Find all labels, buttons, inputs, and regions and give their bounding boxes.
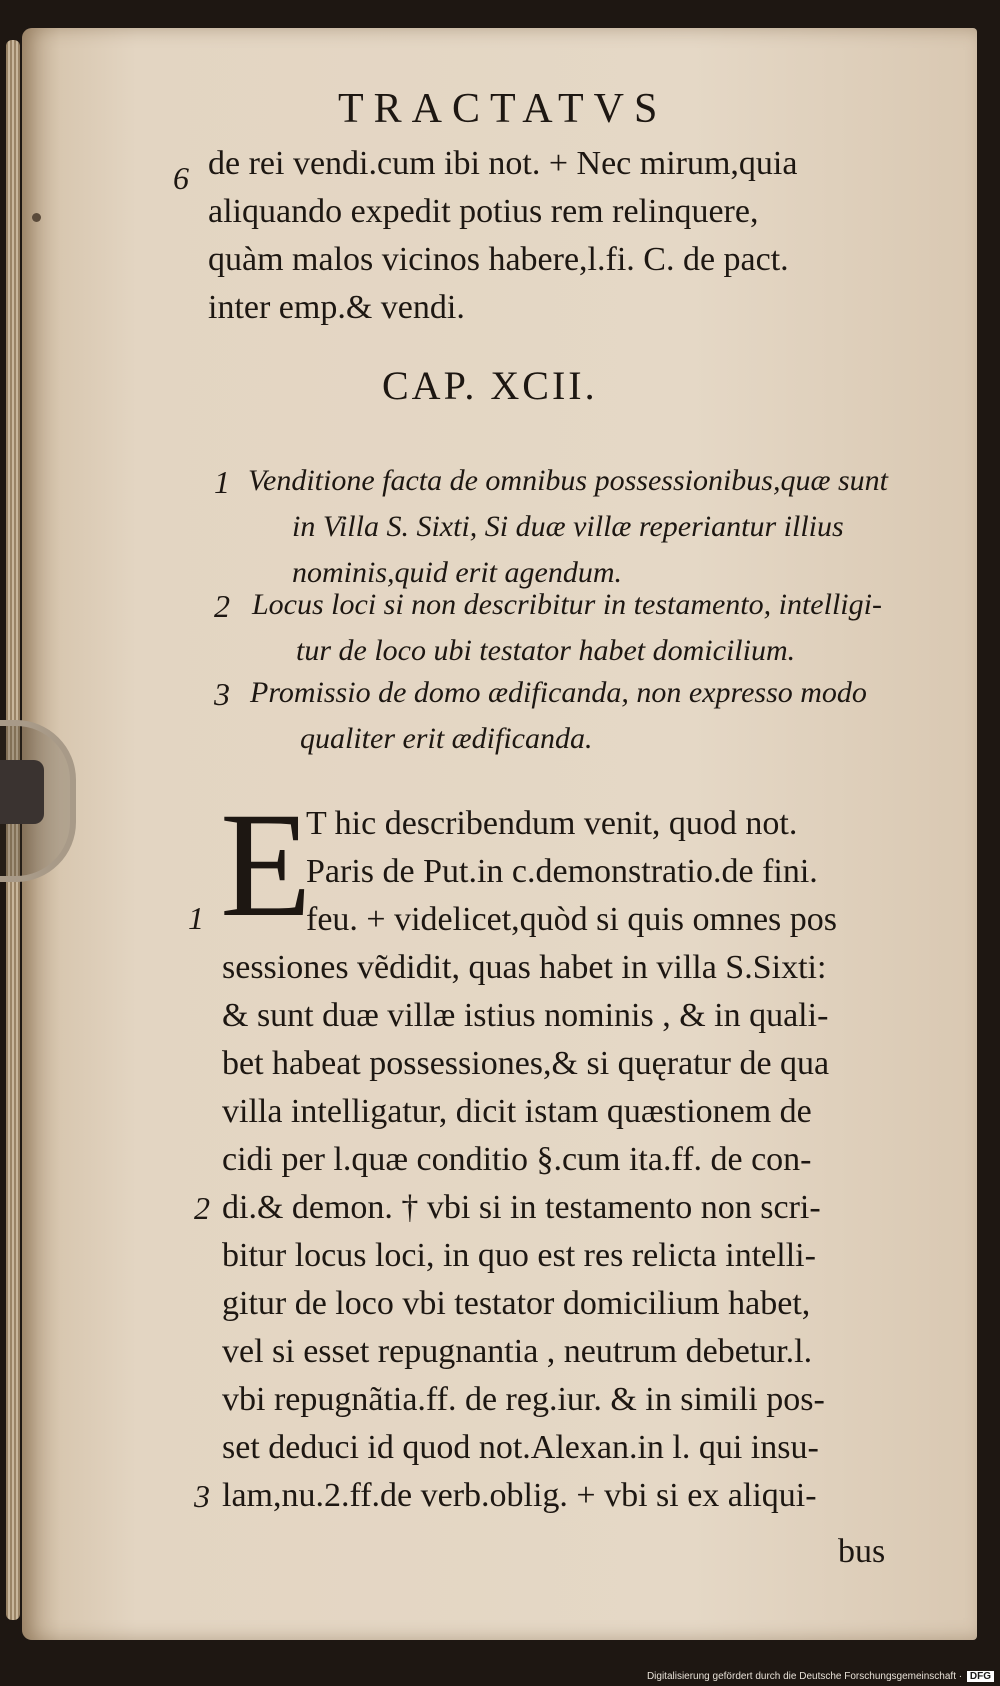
margin-dot	[32, 213, 41, 222]
drop-cap-letter: E	[220, 782, 312, 948]
top-line-4: inter emp.& vendi.	[208, 289, 465, 326]
main-line-8: cidi per l.quæ conditio §.cum ita.ff. de con-	[222, 1141, 812, 1178]
catchword: bus	[838, 1533, 886, 1570]
main-line-3: feu. + videlicet,quòd si quis omnes pos	[306, 901, 838, 938]
main-line-14: set deduci id quod not.Alexan.in l. qui insu-	[222, 1429, 819, 1466]
main-margin-number-3: 3	[194, 1478, 210, 1514]
summary-number-3: 3	[214, 676, 230, 712]
main-line-9: di.& demon. † vbi si in testamento non scri-	[222, 1189, 821, 1226]
main-line-7: villa intelligatur, dicit istam quæstionem de	[222, 1093, 812, 1130]
summary-3-line-1: Promissio de domo ædificanda, non expresso modo	[250, 676, 867, 709]
main-line-2: Paris de Put.in c.demonstratio.de fini.	[306, 853, 818, 890]
summary-number-1: 1	[214, 464, 230, 500]
main-margin-number-2: 2	[194, 1190, 210, 1226]
main-line-11: gitur de loco vbi testator domicilium habet,	[222, 1285, 811, 1322]
top-line-1: de rei vendi.cum ibi not. + Nec mirum,quia	[208, 145, 798, 182]
summary-2-line-1: Locus loci si non describitur in testamento, intelligi-	[252, 588, 882, 621]
summary-1-line-3: nominis,quid erit agendum.	[292, 556, 622, 589]
top-line-3: quàm malos vicinos habere,l.fi. C. de pact.	[208, 241, 789, 278]
main-line-13: vbi repugnãtia.ff. de reg.iur. & in simili pos-	[222, 1381, 825, 1418]
main-line-15: lam,nu.2.ff.de verb.oblig. + vbi si ex aliqui-	[222, 1477, 817, 1514]
main-line-6: bet habeat possessiones,& si quęratur de qua	[222, 1045, 830, 1082]
dfg-logo: DFG	[967, 1671, 994, 1682]
top-line-2: aliquando expedit potius rem relinquere,	[208, 193, 759, 230]
main-line-10: bitur locus loci, in quo est res relicta intelli-	[222, 1237, 816, 1274]
digitization-footer	[647, 1671, 994, 1682]
summary-2-line-2: tur de loco ubi testator habet domicilium.	[296, 634, 796, 667]
main-margin-number-1: 1	[188, 900, 204, 936]
page-clip-bar	[0, 760, 44, 824]
main-line-12: vel si esset repugnantia , neutrum debetur.l.	[222, 1333, 813, 1370]
footer-text: Digitalisierung gefördert durch die Deutsche Forschungsgemeinschaft ·	[646, 1671, 963, 1682]
summary-1-line-1: Venditione facta de omnibus possessionibus,quæ sunt	[248, 464, 888, 497]
running-header: TRACTATVS	[338, 86, 668, 132]
summary-3-line-2: qualiter erit ædificanda.	[300, 722, 593, 755]
summary-1-line-2: in Villa S. Sixti, Si duæ villæ reperiantur illius	[292, 510, 844, 543]
margin-number-6: 6	[173, 160, 189, 196]
summary-number-2: 2	[214, 588, 230, 624]
main-line-5: & sunt duæ villæ istius nominis , & in quali-	[222, 997, 829, 1034]
main-line-1: T hic describendum venit, quod not.	[306, 805, 798, 842]
chapter-title: CAP. XCII.	[382, 363, 598, 408]
main-line-4: sessiones vẽdidit, quas habet in villa S.Sixti:	[222, 949, 827, 986]
